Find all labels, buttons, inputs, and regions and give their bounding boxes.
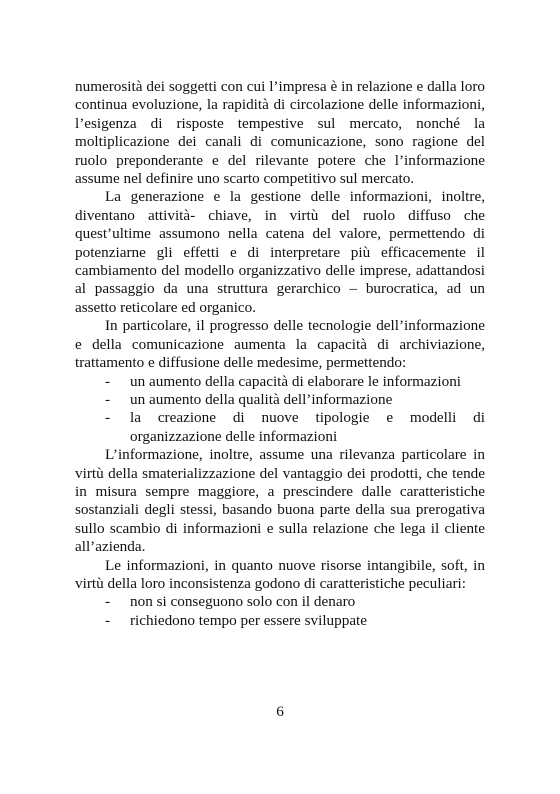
bullet-list — [75, 373, 485, 447]
list-item-text: un aumento della qualità dell’informazione — [130, 390, 393, 408]
list-item-text: non si conseguono solo con il denaro — [130, 593, 356, 611]
list-item-text: la creazione di nuove tipologie e modelli di organizzazione delle informazioni — [130, 409, 485, 445]
bullet-list — [75, 593, 485, 630]
bullet-dash: - — [105, 372, 111, 390]
list-item — [75, 409, 485, 446]
list-item-text: richiedono tempo per essere sviluppate — [130, 611, 368, 629]
paragraph: L’informazione, inoltre, assume una rilevanza particolare in virtù della smaterializzazione del vantaggio dei prodotti, che tende in misura sempre maggiore, a prescindere dalle caratteristiche sostanziali degli stessi, basando buona parte della sua prerogativa sullo scambio di informazioni e sulla relazione che lega il cliente all’azienda. — [75, 446, 485, 556]
bullet-dash: - — [105, 390, 111, 408]
body-text — [75, 78, 485, 630]
bullet-dash: - — [105, 593, 111, 611]
list-item — [75, 373, 485, 391]
page-number: 6 — [276, 703, 284, 720]
list-item — [75, 593, 485, 611]
paragraph: In particolare, il progresso delle tecnologie dell’informazione e della comunicazione aumenta la capacità di archiviazione, trattamento e diffusione delle medesime, permettendo: — [75, 317, 485, 372]
list-item — [75, 612, 485, 630]
list-item — [75, 391, 485, 409]
paragraph: La generazione e la gestione delle informazioni, inoltre, diventano attività- chiave, in virtù del ruolo diffuso che quest’ultime assumono nella catena del valore, permettendo di potenziarne gli effetti e di interpretare più efficacemente il cambiamento del modello organizzativo delle imprese, adattandosi al passaggio da una struttura gerarchico – burocratica, ad un assetto reticolare ed organico. — [75, 188, 485, 316]
bullet-dash: - — [105, 611, 111, 629]
paragraph: numerosità dei soggetti con cui l’impresa è in relazione e dalla loro continua evoluzione, la rapidità di circolazione delle informazioni, l’esigenza di risposte tempestive sul mercato, nonché la moltiplicazione dei canali di comunicazione, sono ragione del ruolo preponderante e del rilevante potere che l’informazione assume nel definire uno scarto competitivo sul mercato. — [75, 78, 485, 188]
paragraph: Le informazioni, in quanto nuove risorse intangibile, soft, in virtù della loro inconsistenza godono di caratteristiche peculiari: — [75, 556, 485, 592]
bullet-dash: - — [105, 409, 111, 427]
list-item-text: un aumento della capacità di elaborare le informazioni — [130, 372, 462, 390]
